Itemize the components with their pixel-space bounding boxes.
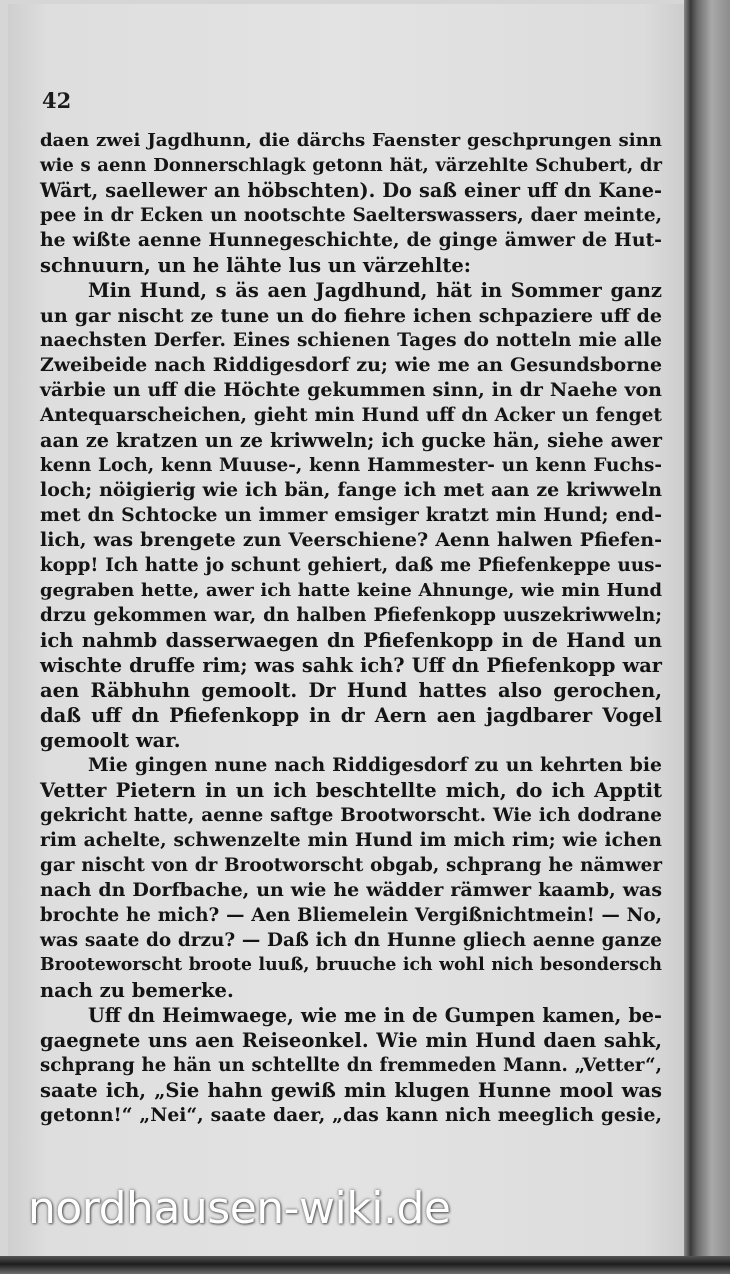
- text-line: getonn!“ „Nei“, saate daer, „das kann nich meeglich gesie,: [40, 1104, 662, 1126]
- text-line: nach dn Dorfbache, un wie he wädder rämwer kaamb, was: [40, 879, 662, 901]
- body-text: [40, 128, 662, 1128]
- text-line: wie s aenn Donnerschlagk getonn hät, värzehlte Schubert, dr: [40, 155, 662, 176]
- text-line: daen zwei Jagdhunn, die därchs Faenster geschprungen sinn: [40, 130, 662, 151]
- text-line: loch; nöigierig wie ich bän, fange ich met aan ze kriwweln: [40, 479, 662, 501]
- text-line: aen Räbhuhn gemoolt. Dr Hund hattes also gerochen,: [40, 679, 662, 702]
- text-line: drzu gekommen war, dn halben Pfiefenkopp uuszekriwweln;: [40, 605, 662, 626]
- text-line: was saate do drzu? — Daß ich dn Hunne gliech aenne ganze: [40, 930, 662, 951]
- text-line: Vetter Pietern in un ich beschtellte mich, do ich Apptit: [40, 779, 662, 802]
- text-line: nach zu bemerke.: [40, 979, 234, 1002]
- text-line: daß uff dn Pfiefenkopp in dr Aern aen jagdbarer Vogel: [40, 704, 662, 727]
- text-line: gekricht hatte, aenne saftge Brootworscht. Wie ich dodrane: [40, 805, 662, 826]
- text-line: un gar nischt ze tune un do fiehre ichen schpaziere uff de: [40, 304, 662, 327]
- text-line: Uff dn Heimwaege, wie me in de Gumpen kamen, be-: [88, 1004, 662, 1027]
- text-line: schnuurn, un he lähte lus un värzehlte:: [40, 254, 471, 277]
- text-line: rim achelte, schwenzelte min Hund im mich rim; wie ichen: [40, 829, 662, 851]
- text-line: naechsten Derfer. Eines schienen Tages do notteln mie alle: [40, 330, 662, 351]
- text-line: gemoolt war.: [40, 729, 181, 752]
- text-line: gaegnete uns aen Reiseonkel. Wie min Hund daen sahk,: [40, 1029, 662, 1052]
- text-line: Mie gingen nune nach Riddigesdorf zu un kehrten bie: [88, 754, 662, 776]
- text-line: brochte he mich? — Aen Bliemelein Vergißnichtmein! — No,: [40, 905, 662, 926]
- text-line: ich nahmb dasserwaegen dn Pfiefenkopp in de Hand un: [40, 629, 662, 652]
- text-line: he wißte aenne Hunnegeschichte, de ginge ämwer de Hut-: [40, 229, 662, 251]
- text-line: Min Hund, s äs aen Jagdhund, hät in Sommer ganz: [88, 279, 662, 302]
- text-line: schprang he hän un schtellte dn fremmeden Mann. „Vetter“,: [40, 1055, 662, 1076]
- text-line: gegraben hette, awer ich hatte keine Ahnunge, wie min Hund: [40, 580, 662, 601]
- text-line: Antequarscheichen, gieht min Hund uff dn Acker un fenget: [40, 405, 662, 426]
- text-line: lich, was brengete zun Veerschiene? Aenn halwen Pfiefen-: [40, 529, 662, 551]
- book-spine-edge: [684, 0, 730, 1274]
- text-line: wischte druffe rim; was sahk ich? Uff dn Pfiefenkopp war: [40, 654, 662, 677]
- text-line: kopp! Ich hatte jo schunt gehiert, daß me Pfiefenkeppe uus-: [40, 555, 662, 576]
- page-number: 42: [42, 88, 72, 113]
- page-bottom-edge: [0, 1256, 730, 1274]
- text-line: Brooteworscht broote luuß, bruuche ich wohl nich besondersch: [40, 955, 662, 975]
- text-line: met dn Schtocke un immer emsiger kratzt min Hund; end-: [40, 504, 662, 526]
- watermark: nordhausen-wiki.de: [28, 1183, 451, 1234]
- text-line: pee in dr Ecken un nootschte Saelterswassers, daer meinte,: [40, 205, 662, 226]
- text-line: Wärt, saellewer an höbschten). Do saß einer uff dn Kane-: [40, 179, 662, 202]
- text-line: saate ich, „Sie hahn gewiß min klugen Hunne mool was: [40, 1079, 662, 1102]
- text-line: värbie un uff die Höchte gekummen sinn, in dr Naehe von: [40, 379, 662, 401]
- text-line: aan ze kratzen un ze kriwweln; ich gucke hän, siehe awer: [40, 429, 662, 452]
- text-line: Zweibeide nach Riddigesdorf zu; wie me an Gesundsborne: [40, 354, 662, 376]
- text-line: gar nischt von dr Brootworscht obgab, schprang he nämwer: [40, 855, 662, 876]
- text-line: kenn Loch, kenn Muuse-, kenn Hammester- un kenn Fuchs-: [40, 455, 662, 476]
